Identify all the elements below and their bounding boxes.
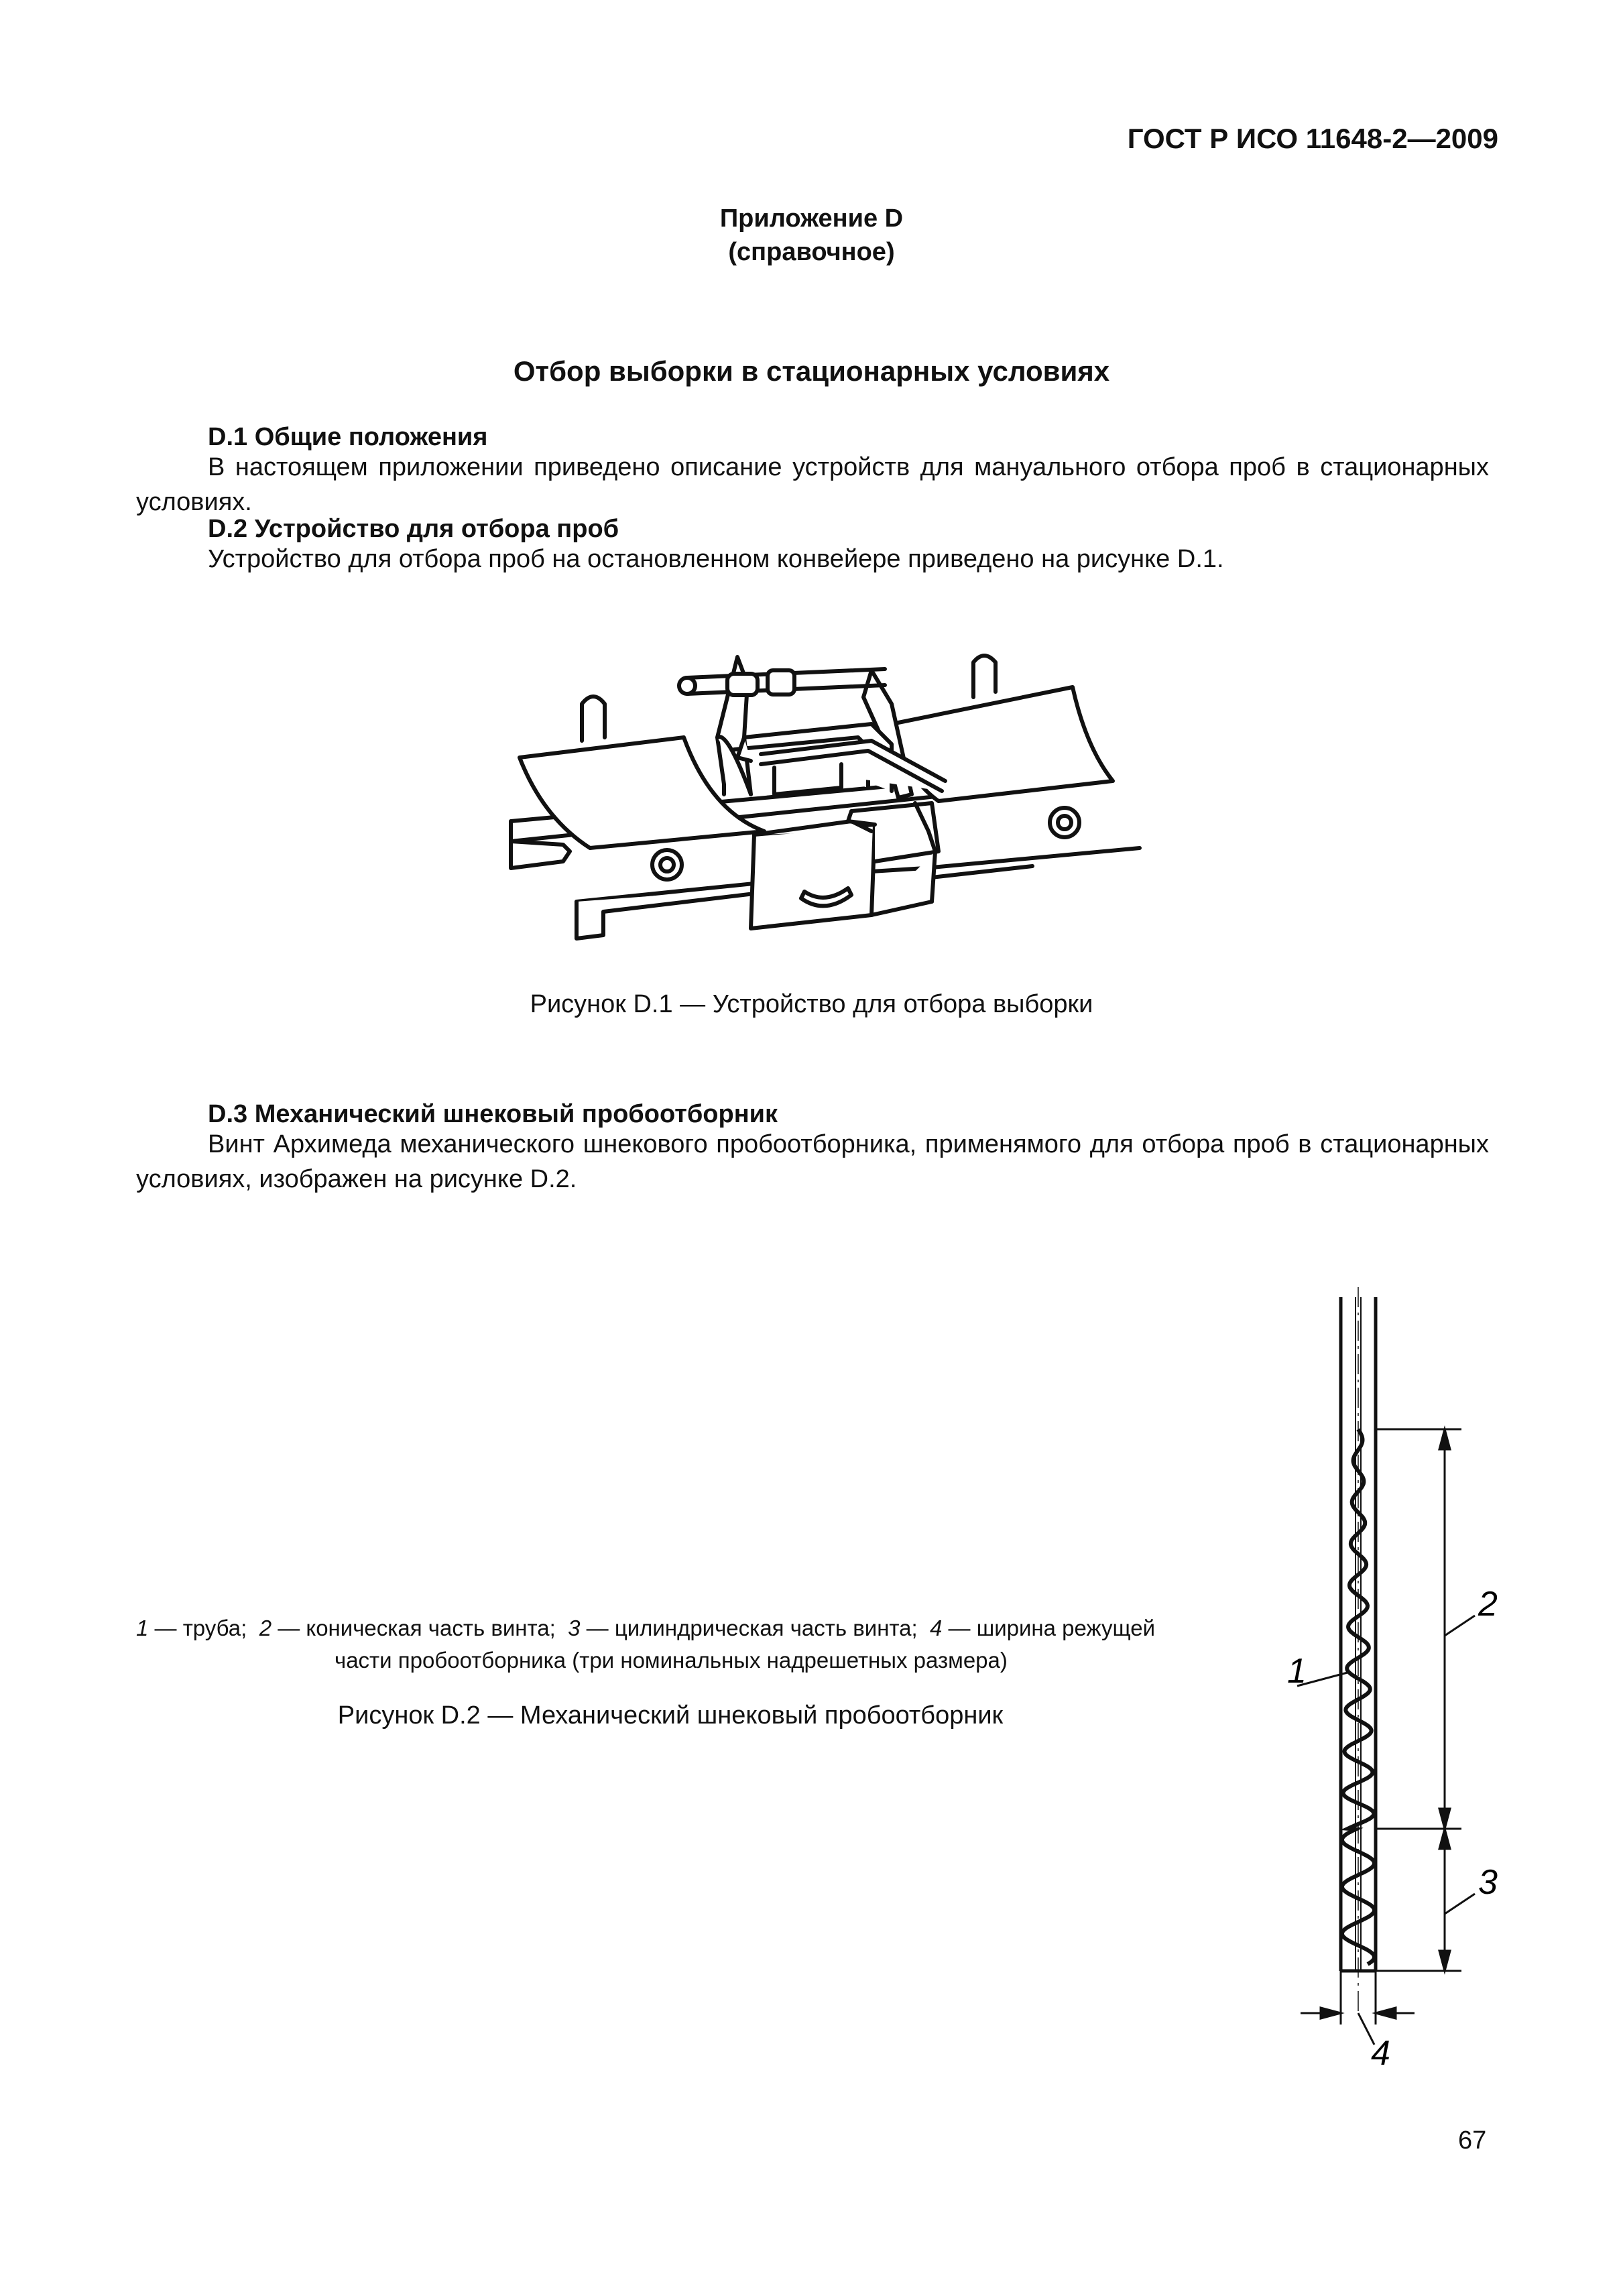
d3-heading: D.3 Механический шнековый пробоотборник — [208, 1100, 778, 1128]
d3-text: Винт Архимеда механического шнекового пробоотборника, применямого для отбора проб в стационарных условиях, изображен на рисунке D.2. — [136, 1130, 1489, 1193]
legend-num-1: 1 — [136, 1616, 149, 1640]
legend-num-2: 2 — [259, 1616, 272, 1640]
figure-d1-caption: Рисунок D.1 — Устройство для отбора выборки — [530, 990, 1093, 1018]
d2-text: Устройство для отбора проб на остановленном конвейере приведено на рисунке D.1. — [208, 545, 1224, 573]
legend-line-1 — [136, 1612, 1209, 1644]
legend-num-3: 3 — [568, 1616, 581, 1640]
figure-d2-drawing — [1274, 1287, 1515, 2172]
d1-text: В настоящем приложении приведено описание устройств для мануального отбора проб в стационарных условиях. — [136, 453, 1489, 516]
appendix-type: (справочное) — [728, 238, 895, 266]
label-1: 1 — [1287, 1652, 1307, 1691]
section-title: Отбор выборки в стационарных условиях — [513, 355, 1110, 387]
appendix-title: Приложение D — [719, 204, 904, 233]
figure-d2-caption: Рисунок D.2 — Механический шнековый пробоотборник — [337, 1701, 1004, 1730]
d2-heading: D.2 Устройство для отбора проб — [208, 515, 619, 543]
legend-text-3: — цилиндрическая часть винта; — [580, 1616, 918, 1640]
legend-line-2: части пробоотборника (три номинальных надрешетных размера) — [335, 1648, 1008, 1673]
legend-text-2: — коническая часть винта; — [272, 1616, 556, 1640]
figure-d1-drawing — [496, 630, 1140, 945]
page-number: 67 — [1458, 2126, 1487, 2155]
figure-d2-legend — [136, 1612, 1209, 1677]
label-4: 4 — [1371, 2034, 1390, 2073]
standard-header: ГОСТ Р ИСО 11648-2—2009 — [1127, 123, 1498, 154]
legend-num-4: 4 — [930, 1616, 943, 1640]
label-3: 3 — [1478, 1863, 1498, 1902]
d1-heading: D.1 Общие положения — [208, 423, 488, 451]
label-2: 2 — [1478, 1585, 1498, 1624]
legend-text-1: — труба; — [148, 1616, 247, 1640]
legend-text-4: — ширина режущей — [942, 1616, 1156, 1640]
